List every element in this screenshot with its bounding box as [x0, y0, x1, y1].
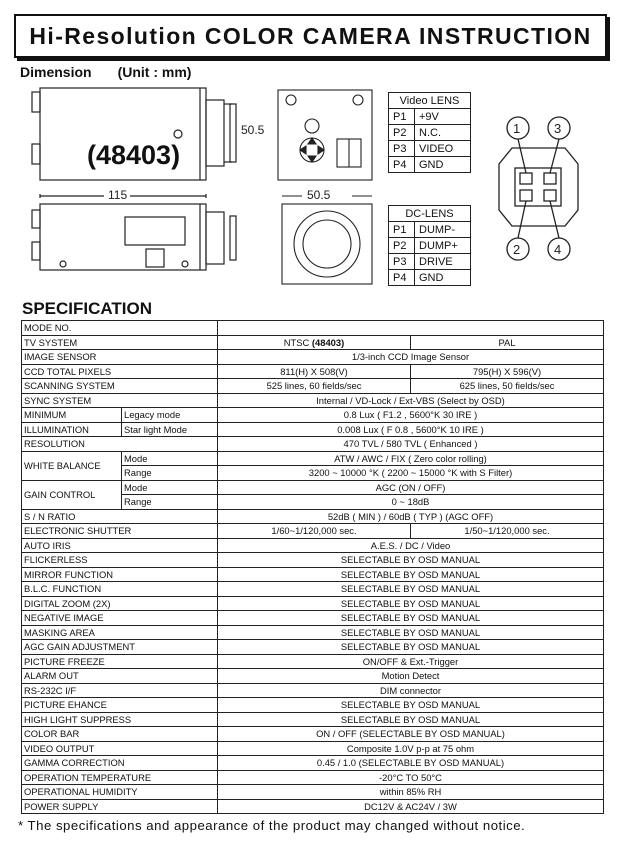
spec-value: SELECTABLE BY OSD MANUAL	[218, 611, 604, 626]
table-row	[389, 157, 471, 173]
pin-cell: P1	[389, 222, 415, 238]
dimension-unit: (Unit : mm)	[117, 64, 192, 80]
connector-pin-2: 2	[513, 242, 521, 257]
table-row	[22, 611, 604, 626]
spec-value-ntsc: 1/60~1/120,000 sec.	[218, 524, 411, 539]
spec-label: ILLUMINATION	[22, 422, 122, 437]
spec-value: 52dB ( MIN ) / 60dB ( TYP ) (AGC OFF)	[218, 509, 604, 524]
pin-cell: P1	[389, 109, 415, 125]
table-row	[22, 451, 604, 466]
spec-label: OPERATION TEMPERATURE	[22, 770, 218, 785]
spec-label: RESOLUTION	[22, 437, 218, 452]
connector-pin-4: 4	[554, 242, 562, 257]
spec-label: AGC GAIN ADJUSTMENT	[22, 640, 218, 655]
spec-label: DIGITAL ZOOM (2X)	[22, 596, 218, 611]
spec-sublabel: Legacy mode	[122, 408, 218, 423]
spec-label: VIDEO OUTPUT	[22, 741, 218, 756]
table-row	[22, 321, 604, 336]
spec-label: PICTURE EHANCE	[22, 698, 218, 713]
spec-label: ALARM OUT	[22, 669, 218, 684]
spec-value-pal: 795(H) X 596(V)	[411, 364, 604, 379]
spec-label: RS-232C I/F	[22, 683, 218, 698]
spec-value: SELECTABLE BY OSD MANUAL	[218, 596, 604, 611]
table-row	[22, 524, 604, 539]
spec-value: Composite 1.0V p-p at 75 ohm	[218, 741, 604, 756]
ntsc-label: NTSC	[283, 336, 312, 348]
spec-sublabel: Range	[122, 495, 218, 510]
table-row	[22, 335, 604, 350]
dimension-drawings	[0, 84, 622, 299]
spec-value: SELECTABLE BY OSD MANUAL	[218, 567, 604, 582]
lens-connector-diagram	[499, 117, 578, 260]
spec-label: GAIN CONTROL	[22, 480, 122, 509]
table-row	[22, 509, 604, 524]
spec-value: 1/3-inch CCD Image Sensor	[218, 350, 604, 365]
pin-value: +9V	[415, 109, 471, 125]
pin-value: VIDEO	[415, 141, 471, 157]
table-row	[22, 712, 604, 727]
pin-cell: P2	[389, 125, 415, 141]
specification-table	[21, 320, 604, 814]
ntsc-model: (48403)	[311, 336, 345, 348]
table-row	[389, 125, 471, 141]
table-row	[389, 222, 471, 238]
spec-sublabel: Star light Mode	[122, 422, 218, 437]
pin-value: DUMP+	[415, 238, 471, 254]
spec-label: WHITE BALANCE	[22, 451, 122, 480]
spec-value-pal: 625 lines, 50 fields/sec	[411, 379, 604, 394]
spec-value: ON / OFF (SELECTABLE BY OSD MANUAL)	[218, 727, 604, 742]
dimension-heading	[20, 64, 191, 80]
camera-rear-view	[278, 90, 372, 180]
pin-cell: P3	[389, 254, 415, 270]
spec-value: SELECTABLE BY OSD MANUAL	[218, 625, 604, 640]
table-row	[22, 553, 604, 568]
spec-value-pal: PAL	[411, 335, 604, 350]
table-row	[22, 596, 604, 611]
pin-cell: P4	[389, 157, 415, 173]
table-row	[389, 238, 471, 254]
spec-value: 0.008 Lux ( F 0.8 , 5600°K 10 IRE )	[218, 422, 604, 437]
table-row	[22, 437, 604, 452]
pin-value: GND	[415, 270, 471, 286]
table-row	[22, 756, 604, 771]
specification-title: SPECIFICATION	[22, 299, 153, 318]
dimension-label: Dimension	[20, 64, 92, 80]
spec-label: MIRROR FUNCTION	[22, 567, 218, 582]
spec-value-pal: 1/50~1/120,000 sec.	[411, 524, 604, 539]
title-box	[14, 14, 607, 58]
spec-label: ELECTRONIC SHUTTER	[22, 524, 218, 539]
table-row	[22, 785, 604, 800]
table-row	[22, 364, 604, 379]
spec-value: 3200 ~ 10000 °K ( 2200 ~ 15000 °K with S Filter)	[218, 466, 604, 481]
spec-value: DIM connector	[218, 683, 604, 698]
spec-label: OPERATIONAL HUMIDITY	[22, 785, 218, 800]
pin-value: GND	[415, 157, 471, 173]
connector-pin-1: 1	[513, 121, 521, 136]
spec-label: HIGH LIGHT SUPPRESS	[22, 712, 218, 727]
spec-value	[218, 321, 604, 336]
spec-sublabel: Mode	[122, 451, 218, 466]
table-row	[22, 799, 604, 814]
video-lens-title: Video LENS	[389, 93, 471, 109]
spec-value: -20°C TO 50°C	[218, 770, 604, 785]
spec-value: A.E.S. / DC / Video	[218, 538, 604, 553]
pin-value: N.C.	[415, 125, 471, 141]
table-row	[22, 698, 604, 713]
spec-value: SELECTABLE BY OSD MANUAL	[218, 640, 604, 655]
spec-label: POWER SUPPLY	[22, 799, 218, 814]
spec-value: SELECTABLE BY OSD MANUAL	[218, 712, 604, 727]
table-row	[22, 654, 604, 669]
spec-value: SELECTABLE BY OSD MANUAL	[218, 698, 604, 713]
spec-label: SYNC SYSTEM	[22, 393, 218, 408]
pin-value: DUMP-	[415, 222, 471, 238]
table-row	[389, 141, 471, 157]
dim-height-label: 50.5	[241, 123, 265, 137]
table-row	[22, 741, 604, 756]
spec-sublabel: Range	[122, 466, 218, 481]
table-row	[22, 567, 604, 582]
spec-value: ON/OFF & Ext.-Trigger	[218, 654, 604, 669]
spec-label: COLOR BAR	[22, 727, 218, 742]
pin-value: DRIVE	[415, 254, 471, 270]
dim-length-label: 115	[108, 188, 128, 202]
spec-label: MASKING AREA	[22, 625, 218, 640]
spec-value: 0.45 / 1.0 (SELECTABLE BY OSD MANUAL)	[218, 756, 604, 771]
spec-label: GAMMA CORRECTION	[22, 756, 218, 771]
video-lens-table	[388, 92, 471, 173]
spec-value: Internal / VD-Lock / Ext-VBS (Select by OSD)	[218, 393, 604, 408]
camera-front-view	[282, 196, 372, 284]
spec-value: SELECTABLE BY OSD MANUAL	[218, 582, 604, 597]
spec-label: NEGATIVE IMAGE	[22, 611, 218, 626]
spec-label: MODE NO.	[22, 321, 218, 336]
table-row	[22, 538, 604, 553]
spec-value-ntsc	[218, 335, 411, 350]
table-row	[22, 408, 604, 423]
table-row	[389, 270, 471, 286]
table-row	[22, 669, 604, 684]
connector-pin-3: 3	[554, 121, 562, 136]
pin-cell: P4	[389, 270, 415, 286]
footnote: * The specifications and appearance of the product may changed without notice.	[18, 818, 526, 833]
table-row	[22, 582, 604, 597]
page-title: Hi-Resolution COLOR CAMERA INSTRUCTION	[29, 22, 592, 49]
table-row	[22, 393, 604, 408]
spec-label: FLICKERLESS	[22, 553, 218, 568]
table-row	[22, 379, 604, 394]
pin-cell: P3	[389, 141, 415, 157]
spec-value: within 85% RH	[218, 785, 604, 800]
spec-value: Motion Detect	[218, 669, 604, 684]
spec-label: MINIMUM	[22, 408, 122, 423]
table-row	[22, 350, 604, 365]
spec-label: PICTURE FREEZE	[22, 654, 218, 669]
spec-label: AUTO IRIS	[22, 538, 218, 553]
table-row	[389, 109, 471, 125]
spec-label: TV SYSTEM	[22, 335, 218, 350]
table-row	[389, 254, 471, 270]
spec-value: ATW / AWC / FIX ( Zero color rolling)	[218, 451, 604, 466]
table-row	[22, 683, 604, 698]
spec-label: B.L.C. FUNCTION	[22, 582, 218, 597]
table-row	[22, 640, 604, 655]
dim-width-label: 50.5	[307, 188, 331, 202]
table-row	[22, 480, 604, 495]
camera-side-view-bottom	[32, 194, 236, 270]
table-row	[22, 625, 604, 640]
spec-sublabel: Mode	[122, 480, 218, 495]
spec-label: CCD TOTAL PIXELS	[22, 364, 218, 379]
spec-value: SELECTABLE BY OSD MANUAL	[218, 553, 604, 568]
spec-value-ntsc: 811(H) X 508(V)	[218, 364, 411, 379]
spec-value: AGC (ON / OFF)	[218, 480, 604, 495]
table-row	[22, 727, 604, 742]
table-row	[22, 770, 604, 785]
table-row	[22, 422, 604, 437]
model-label: (48403)	[87, 140, 181, 170]
spec-value: 0.8 Lux ( F1.2 , 5600°K 30 IRE )	[218, 408, 604, 423]
spec-label: S / N RATIO	[22, 509, 218, 524]
pin-cell: P2	[389, 238, 415, 254]
spec-value: 0 ~ 18dB	[218, 495, 604, 510]
dc-lens-table	[388, 205, 471, 286]
spec-value-ntsc: 525 lines, 60 fields/sec	[218, 379, 411, 394]
spec-value: DC12V & AC24V / 3W	[218, 799, 604, 814]
spec-value: 470 TVL / 580 TVL ( Enhanced )	[218, 437, 604, 452]
spec-label: SCANNING SYSTEM	[22, 379, 218, 394]
spec-label: IMAGE SENSOR	[22, 350, 218, 365]
dc-lens-title: DC-LENS	[389, 206, 471, 222]
